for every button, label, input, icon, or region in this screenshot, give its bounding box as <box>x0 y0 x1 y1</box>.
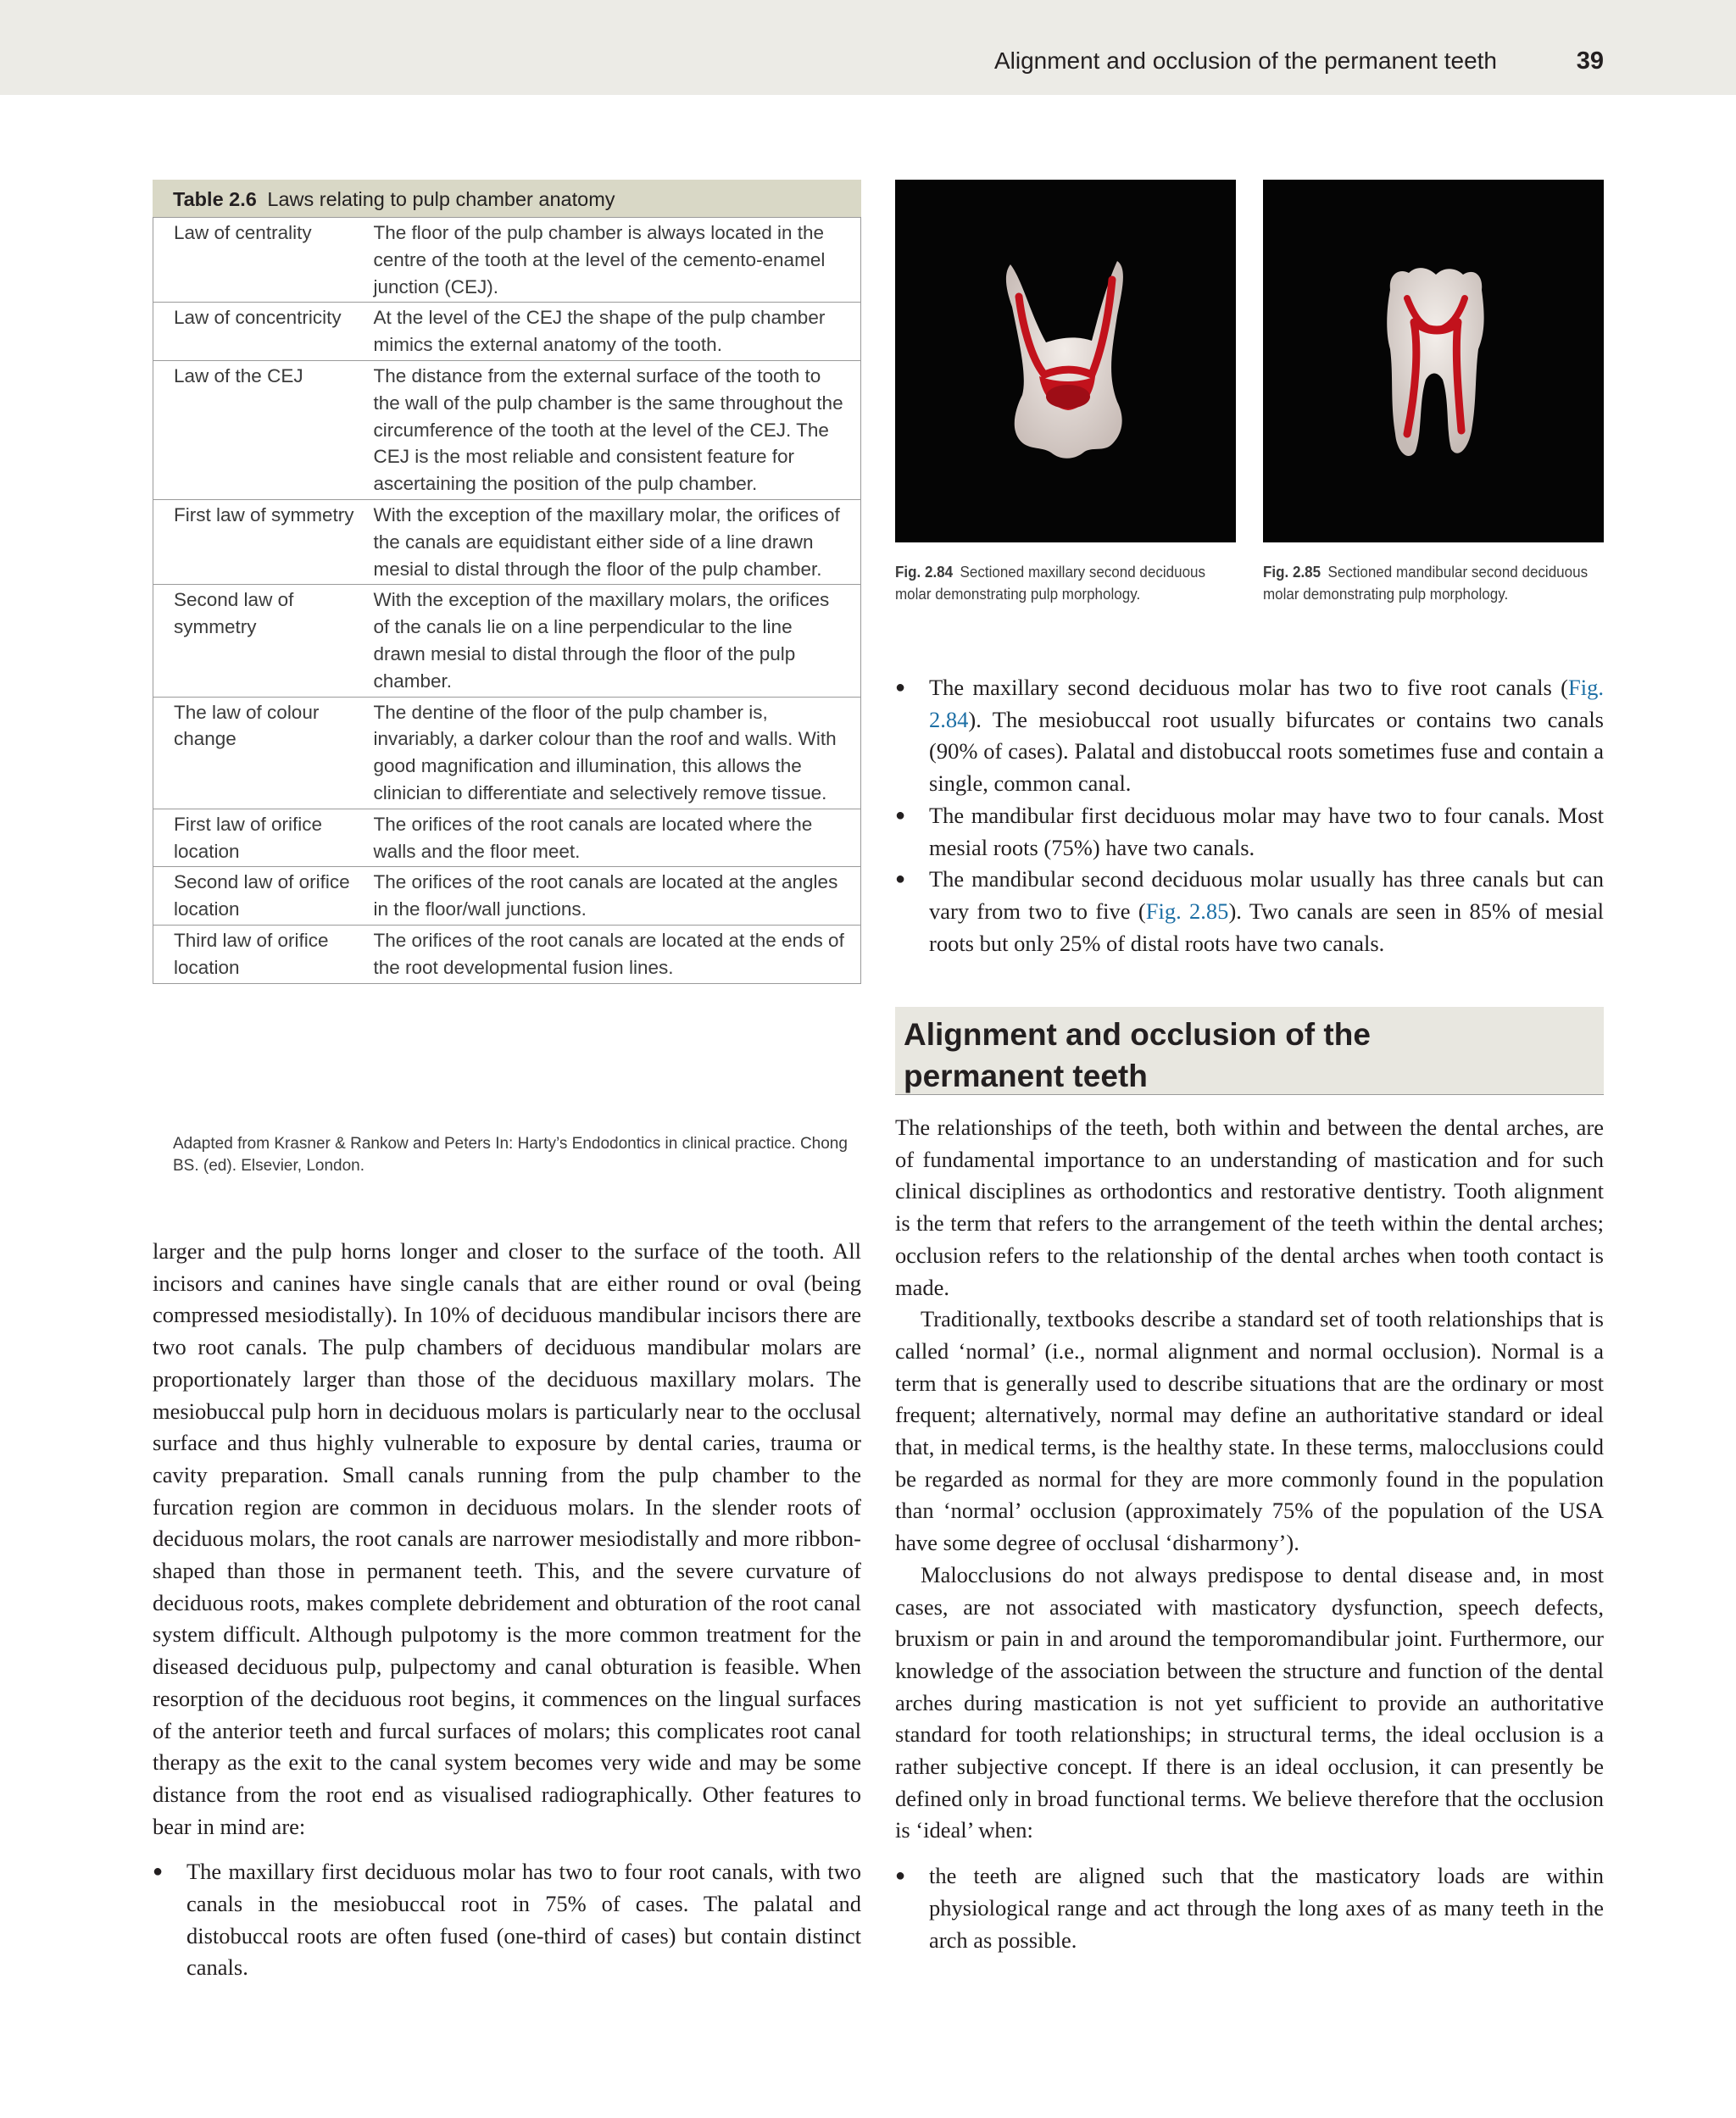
law-name: First law of orifice location <box>153 809 374 867</box>
table-row <box>153 809 861 867</box>
law-name: The law of colour change <box>153 697 374 809</box>
left-column-text <box>153 1236 861 1984</box>
law-name: Third law of orifice location <box>153 925 374 983</box>
figure-2-84-link[interactable]: Fig. 2.84 <box>929 675 1604 732</box>
table-caption <box>153 180 861 217</box>
page-number: 39 <box>1576 47 1604 75</box>
law-description: The distance from the external surface of the tooth to the wall of the pulp chamber is the same throughout the circumference of the tooth at the level of the CEJ. The CEJ is the most reliable and consistent feature for ascertaining the position of the pulp chamber. <box>374 360 861 499</box>
body-paragraph: Traditionally, textbooks describe a standard set of tooth relationships that is called ‘normal’ (i.e., normal alignment and normal occlusion). Normal is a term that is generally used to describe situations that are the ordinary or most frequent; alternatively, normal may define an authoritative standard or ideal that, in medical terms, is the healthy state. In these terms, malocclusions could be regarded as normal for they are more commonly found in the population than ‘normal’ occlusion (approximately 75% of the population of the USA have some degree of occlusal ‘disharmony’). <box>895 1306 1604 1556</box>
law-name: Second law of orifice location <box>153 867 374 926</box>
figure-label: Fig. 2.84 <box>895 563 954 581</box>
law-description: The floor of the pulp chamber is always located in the centre of the tooth at the level of the cemento-enamel junction (CEJ). <box>374 218 861 303</box>
bullet-item: ● The maxillary first deciduous molar has two to four root canals, with two canals in the mesiobuccal root in 75% of cases. The palatal and distobuccal roots are often fused (one-third of cases) but contain distinct canals. <box>153 1856 861 1984</box>
bullet-item <box>895 672 1604 800</box>
body-paragraph: The relationships of the teeth, both within and between the dental arches, are of fundamental importance to an understanding of mastication and for such clinical disciplines as orthodontics and restorative dentistry. Tooth alignment is the term that refers to the arrangement of the teeth within the dental arches; occlusion refers to the relationship of the dental arches when tooth contact is made. <box>895 1115 1604 1300</box>
law-description: At the level of the CEJ the shape of the pulp chamber mimics the external anatomy of the tooth. <box>374 303 861 361</box>
table-row <box>153 925 861 983</box>
figure-caption <box>1263 561 1599 605</box>
law-name: Law of concentricity <box>153 303 374 361</box>
mandibular-molar-photo <box>1263 180 1604 542</box>
table-row <box>153 360 861 499</box>
law-description: The orifices of the root canals are located at the ends of the root developmental fusion lines. <box>374 925 861 983</box>
table-row <box>153 697 861 809</box>
bullet-item <box>895 864 1604 959</box>
right-column-bullets <box>895 672 1604 959</box>
table-row <box>153 499 861 584</box>
maxillary-molar-photo <box>895 180 1236 542</box>
running-title: Alignment and occlusion of the permanent teeth <box>993 47 1497 74</box>
figure-caption-text: Sectioned mandibular second deciduous molar demonstrating pulp morphology. <box>1263 563 1589 603</box>
laws-table <box>153 217 861 984</box>
figure-label: Fig. 2.85 <box>1263 563 1321 581</box>
body-paragraph: larger and the pulp horns longer and closer to the surface of the tooth. All incisors and canines have single canals that are either round or oval (being compressed mesiodistally). In 10% of deciduous mandibular incisors there are two root canals. The pulp chambers of deciduous mandibular molars are proportionately larger than those of the deciduous maxillary molars. The mesiobuccal pulp horn in deciduous molars is particularly near to the occlusal surface and thus highly vulnerable to exposure by dental caries, trauma or cavity preparation. Small canals running from the pulp chamber to the furcation region are common in deciduous molars. In the slender roots of deciduous molars, the root canals are narrower mesiodistally and more ribbon-shaped than those in permanent teeth. This, and the severe curvature of deciduous roots, makes complete debridement and obturation of the root canal system difficult. Although pulpotomy is the more common treatment for the diseased deciduous pulp, pulpectomy and canal obturation is feasible. When resorption of the deciduous root begins, it commences on the lingual surfaces of the anterior teeth and furcal surfaces of molars; this complicates root canal therapy as the exit to the canal system becomes very wide and may be some distance from the root end as visualised radiographically. Other features to bear in mind are: <box>153 1238 861 1839</box>
law-description: With the exception of the maxillary molars, the orifices of the canals lie on a line perpendicular to the line drawn mesial to distal through the floor of the pulp chamber. <box>374 585 861 697</box>
table-source-note: Adapted from Krasner & Rankow and Peters In: Harty’s Endodontics in clinical practice. Chong BS. (ed). Elsevier, London. <box>173 1135 848 1175</box>
table-row <box>153 867 861 926</box>
law-name: Law of centrality <box>153 218 374 303</box>
page-header <box>0 0 1736 95</box>
table-row <box>153 585 861 697</box>
law-description: The dentine of the floor of the pulp chamber is, invariably, a darker colour than the roof and walls. With good magnification and illumination, this allows the clinician to differentiate and selectively remove tissue. <box>374 697 861 809</box>
bullet-list <box>895 672 1604 959</box>
bullet-text: The mandibular second deciduous molar usually has three canals but can vary from two to five ( <box>929 866 1604 924</box>
law-name: Law of the CEJ <box>153 360 374 499</box>
figure-2-85 <box>1263 180 1604 605</box>
bullet-item: ● the teeth are aligned such that the masticatory loads are within physiological range and act through the long axes of as many teeth in the arch as possible. <box>895 1860 1604 1956</box>
figure-caption <box>895 561 1231 605</box>
table-row <box>153 218 861 303</box>
mandibular-molar-illustration <box>1263 180 1604 542</box>
law-description: The orifices of the root canals are located at the angles in the floor/wall junctions. <box>374 867 861 926</box>
right-column-section-text <box>895 1112 1604 1956</box>
bullet-list <box>895 1860 1604 1956</box>
bullet-list <box>153 1856 861 1984</box>
laws-table-block <box>153 180 861 984</box>
figure-caption-text: Sectioned maxillary second deciduous molar demonstrating pulp morphology. <box>895 563 1206 603</box>
bullet-text: ). The mesiobuccal root usually bifurcates or contains two canals (90% of cases). Palatal and distobuccal roots sometimes fuse and contain a single, common canal. <box>929 706 1604 797</box>
bullet-text: The maxillary second deciduous molar has two to five root canals ( <box>929 675 1569 700</box>
body-paragraph: Malocclusions do not always predispose to dental disease and, in most cases, are not associated with masticatory dysfunction, speech defects, bruxism or pain in and around the temporomandibular joint. Furthermore, our knowledge of the association between the structure and function of the dental arches during mastication is not yet sufficient to provide an authoritative standard for tooth relationships; in structural terms, the ideal occlusion is a rather subjective concept. If there is an ideal occlusion, it can presently be defined only in broad functional terms. We believe therefore that the occlusion is ‘ideal’ when: <box>895 1561 1604 1843</box>
bullet-item: ● The mandibular first deciduous molar may have two to four canals. Most mesial roots (75%) have two canals. <box>895 800 1604 864</box>
law-description: The orifices of the root canals are located where the walls and the floor meet. <box>374 809 861 867</box>
figure-2-85-link[interactable]: Fig. 2.85 <box>1145 898 1229 924</box>
law-description: With the exception of the maxillary molar, the orifices of the canals are equidistant either side of a line drawn mesial to distal through the floor of the pulp chamber. <box>374 499 861 584</box>
bullet-text: ). Two canals are seen in 85% of mesial roots but only 25% of distal roots have two canals. <box>929 898 1604 956</box>
law-name: Second law of symmetry <box>153 585 374 697</box>
section-heading <box>895 1007 1604 1095</box>
table-row <box>153 303 861 361</box>
figure-2-84 <box>895 180 1236 605</box>
table-title: Laws relating to pulp chamber anatomy <box>267 188 615 210</box>
section-heading-line: permanent teeth <box>904 1059 1148 1093</box>
maxillary-molar-illustration <box>895 180 1236 542</box>
table-label: Table 2.6 <box>173 188 257 210</box>
law-name: First law of symmetry <box>153 499 374 584</box>
section-heading-line: Alignment and occlusion of the <box>904 1017 1371 1052</box>
